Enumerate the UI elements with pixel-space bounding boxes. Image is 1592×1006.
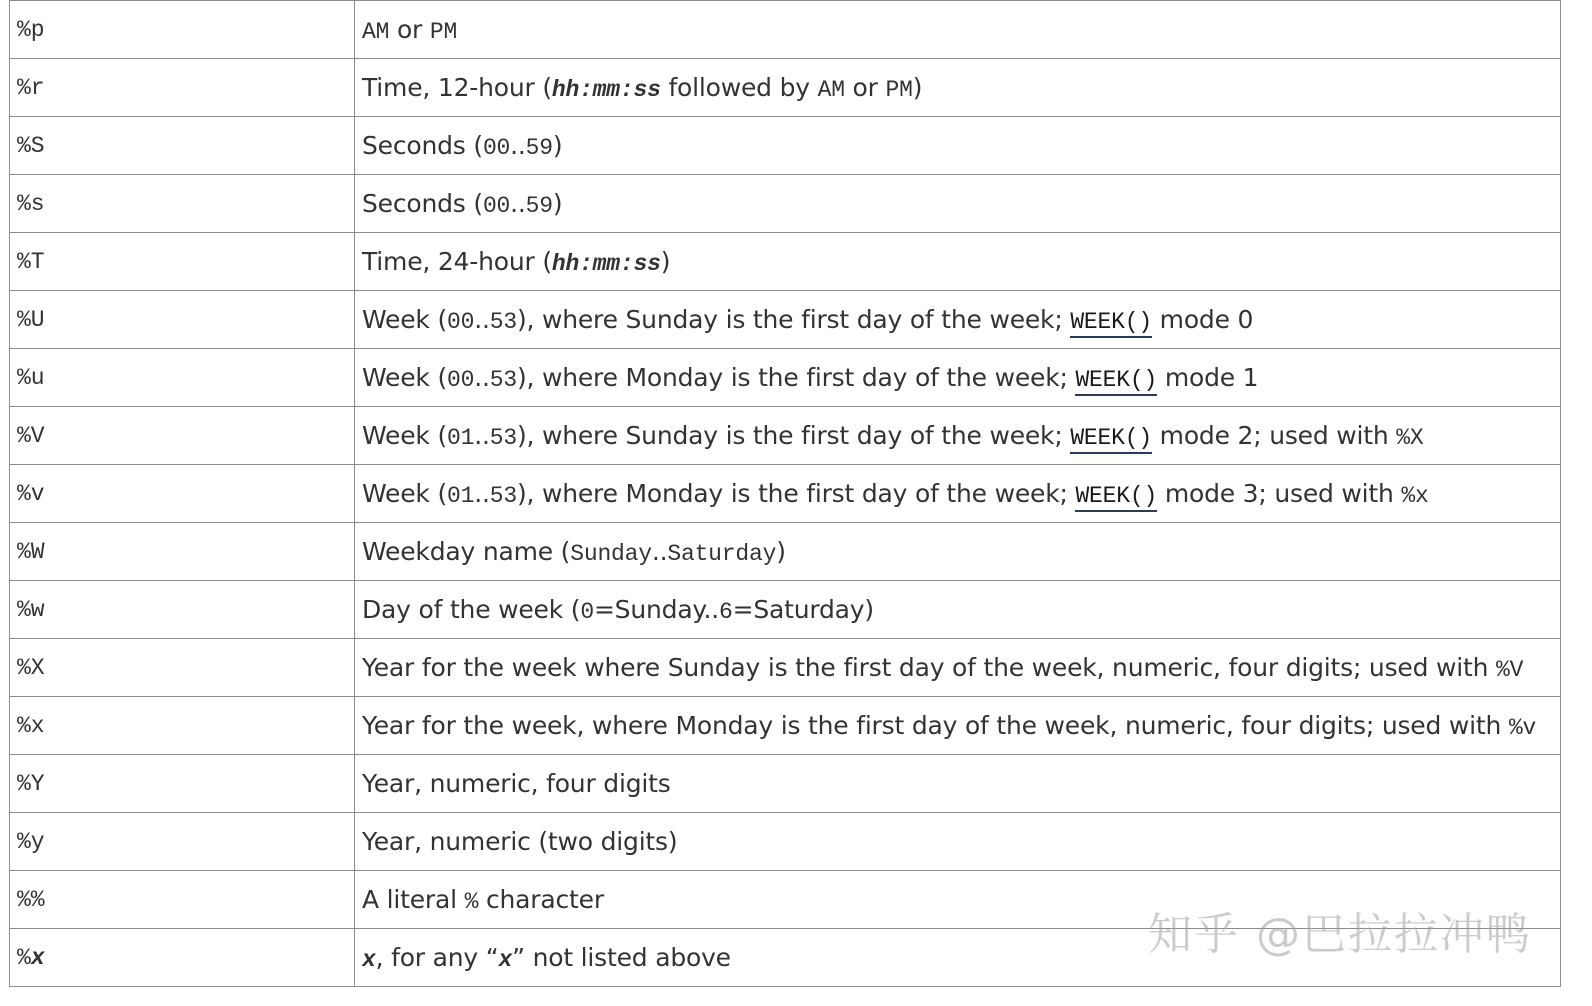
table-body xyxy=(10,1,1561,987)
description-text: .. xyxy=(474,304,490,334)
week-function-link[interactable]: WEEK() xyxy=(1075,483,1157,512)
description-text: .. xyxy=(474,478,490,508)
code-literal: Sunday xyxy=(570,540,652,567)
specifier-cell xyxy=(10,929,355,987)
code-literal: 00 xyxy=(482,134,511,161)
code-literal: 00 xyxy=(482,192,511,219)
code-literal: %V xyxy=(1495,656,1524,683)
description-cell xyxy=(355,813,1561,871)
description-text: Week ( xyxy=(362,362,447,392)
table-row xyxy=(10,581,1561,639)
description-text: =Sunday.. xyxy=(593,594,719,624)
description-cell xyxy=(355,755,1561,813)
code-literal: PM xyxy=(885,76,913,103)
description-cell xyxy=(355,407,1561,465)
code-literal: 53 xyxy=(489,366,517,393)
description-text: Time, 12-hour ( xyxy=(362,72,552,102)
description-text: Year for the week where Sunday is the first day of the week, numeric, four digits; used with xyxy=(362,652,1496,682)
code-literal: AM xyxy=(817,76,845,103)
specifier-cell: %Y xyxy=(10,755,355,813)
description-text: or xyxy=(389,14,430,44)
code-literal: 01 xyxy=(447,482,475,509)
table-row xyxy=(10,117,1561,175)
code-literal: AM xyxy=(362,18,390,45)
description-text: followed by xyxy=(660,72,818,102)
description-text: , for any “ xyxy=(375,942,499,972)
format-specifier-table xyxy=(9,0,1561,987)
description-text: =Saturday) xyxy=(732,594,874,624)
table-row xyxy=(10,291,1561,349)
code-literal: 6 xyxy=(718,598,733,625)
description-text: ) xyxy=(776,536,786,566)
table-row xyxy=(10,233,1561,291)
description-cell xyxy=(355,291,1561,349)
description-text: ), where Monday is the first day of the week; xyxy=(516,478,1076,508)
description-text: or xyxy=(844,72,886,102)
table-row xyxy=(10,349,1561,407)
description-cell xyxy=(355,871,1561,929)
placeholder-text: x xyxy=(30,944,45,971)
week-function-link[interactable]: WEEK() xyxy=(1070,425,1152,454)
code-literal: %v xyxy=(1508,714,1537,741)
description-text: ) xyxy=(552,130,563,160)
code-literal: 53 xyxy=(489,424,517,451)
description-text: mode 3; used with xyxy=(1157,478,1402,508)
code-literal: Saturday xyxy=(667,540,777,567)
code-literal: PM xyxy=(429,18,458,45)
description-text: mode 1 xyxy=(1157,362,1259,392)
placeholder-text: x xyxy=(498,946,513,973)
table-row xyxy=(10,523,1561,581)
description-cell xyxy=(355,349,1561,407)
week-function-link[interactable]: WEEK() xyxy=(1070,309,1152,338)
table-row xyxy=(10,175,1561,233)
code-literal: 59 xyxy=(525,192,553,219)
specifier-cell: %u xyxy=(10,349,355,407)
description-text: Time, 24-hour ( xyxy=(362,246,552,276)
code-literal: %x xyxy=(1401,482,1429,509)
description-text: Week ( xyxy=(362,478,447,508)
description-text: ) xyxy=(660,246,671,276)
description-text: .. xyxy=(510,130,526,160)
week-function-link[interactable]: WEEK() xyxy=(1075,367,1157,396)
site-watermark: 知乎 @巴拉拉冲鸭 xyxy=(1148,909,1532,960)
table-row xyxy=(10,697,1561,755)
description-text: ), where Sunday is the first day of the week; xyxy=(516,304,1071,334)
code-literal: 00 xyxy=(447,366,475,393)
specifier-cell: %% xyxy=(10,871,355,929)
specifier-cell: %r xyxy=(10,59,355,117)
description-cell xyxy=(355,929,1561,987)
table-row xyxy=(10,407,1561,465)
table-row xyxy=(10,639,1561,697)
description-text: ) xyxy=(552,188,563,218)
description-text: Year for the week, where Monday is the first day of the week, numeric, four digits; used with xyxy=(362,710,1509,740)
specifier-cell: %x xyxy=(10,697,355,755)
description-text: .. xyxy=(651,536,668,566)
description-cell xyxy=(355,59,1561,117)
code-literal: 53 xyxy=(489,308,517,335)
table-row xyxy=(10,465,1561,523)
description-cell xyxy=(355,1,1561,59)
code-literal: %X xyxy=(1396,424,1424,451)
description-text: .. xyxy=(474,362,490,392)
table-row xyxy=(10,871,1561,929)
description-text: .. xyxy=(510,188,526,218)
description-text: Weekday name ( xyxy=(362,536,571,566)
description-text: ), where Sunday is the first day of the week; xyxy=(516,420,1071,450)
code-literal: 59 xyxy=(525,134,553,161)
specifier-cell: %U xyxy=(10,291,355,349)
specifier-cell: %w xyxy=(10,581,355,639)
description-text: Day of the week ( xyxy=(362,594,581,624)
table-row xyxy=(10,755,1561,813)
code-literal: 00 xyxy=(447,308,475,335)
specifier-cell: %v xyxy=(10,465,355,523)
description-text: ), where Monday is the first day of the week; xyxy=(516,362,1076,392)
specifier-cell: %X xyxy=(10,639,355,697)
code-literal: 01 xyxy=(447,424,475,451)
specifier-cell: %W xyxy=(10,523,355,581)
table-row xyxy=(10,59,1561,117)
code-literal: % xyxy=(464,888,479,915)
specifier-cell: %T xyxy=(10,233,355,291)
code-literal: % xyxy=(17,944,31,971)
description-text: Week ( xyxy=(362,420,447,450)
specifier-cell: %y xyxy=(10,813,355,871)
description-text: .. xyxy=(474,420,490,450)
table-row xyxy=(10,929,1561,987)
description-cell xyxy=(355,581,1561,639)
specifier-cell: %s xyxy=(10,175,355,233)
description-cell xyxy=(355,465,1561,523)
placeholder-text: hh:mm:ss xyxy=(551,76,661,103)
specifier-cell: %p xyxy=(10,1,355,59)
description-text: Seconds ( xyxy=(362,130,483,160)
description-text: A literal xyxy=(362,884,465,914)
code-literal: 0 xyxy=(580,598,594,625)
code-literal: 53 xyxy=(489,482,517,509)
description-text: Week ( xyxy=(362,304,447,334)
placeholder-text: x xyxy=(362,946,376,973)
placeholder-text: hh:mm:ss xyxy=(551,250,661,277)
table-row xyxy=(10,813,1561,871)
description-text: mode 2; used with xyxy=(1151,420,1397,450)
description-text: ) xyxy=(912,72,923,102)
description-cell xyxy=(355,639,1561,697)
description-cell xyxy=(355,697,1561,755)
description-text: Year, numeric, four digits xyxy=(362,769,671,798)
description-cell xyxy=(355,175,1561,233)
description-cell xyxy=(355,233,1561,291)
description-text: character xyxy=(478,884,604,914)
table-row xyxy=(10,1,1561,59)
specifier-cell: %V xyxy=(10,407,355,465)
description-cell xyxy=(355,523,1561,581)
description-text: Seconds ( xyxy=(362,188,483,218)
description-text: Year, numeric (two digits) xyxy=(362,827,678,856)
specifier-cell: %S xyxy=(10,117,355,175)
description-text: ” not listed above xyxy=(512,942,731,972)
description-cell xyxy=(355,117,1561,175)
description-text: mode 0 xyxy=(1151,304,1254,334)
